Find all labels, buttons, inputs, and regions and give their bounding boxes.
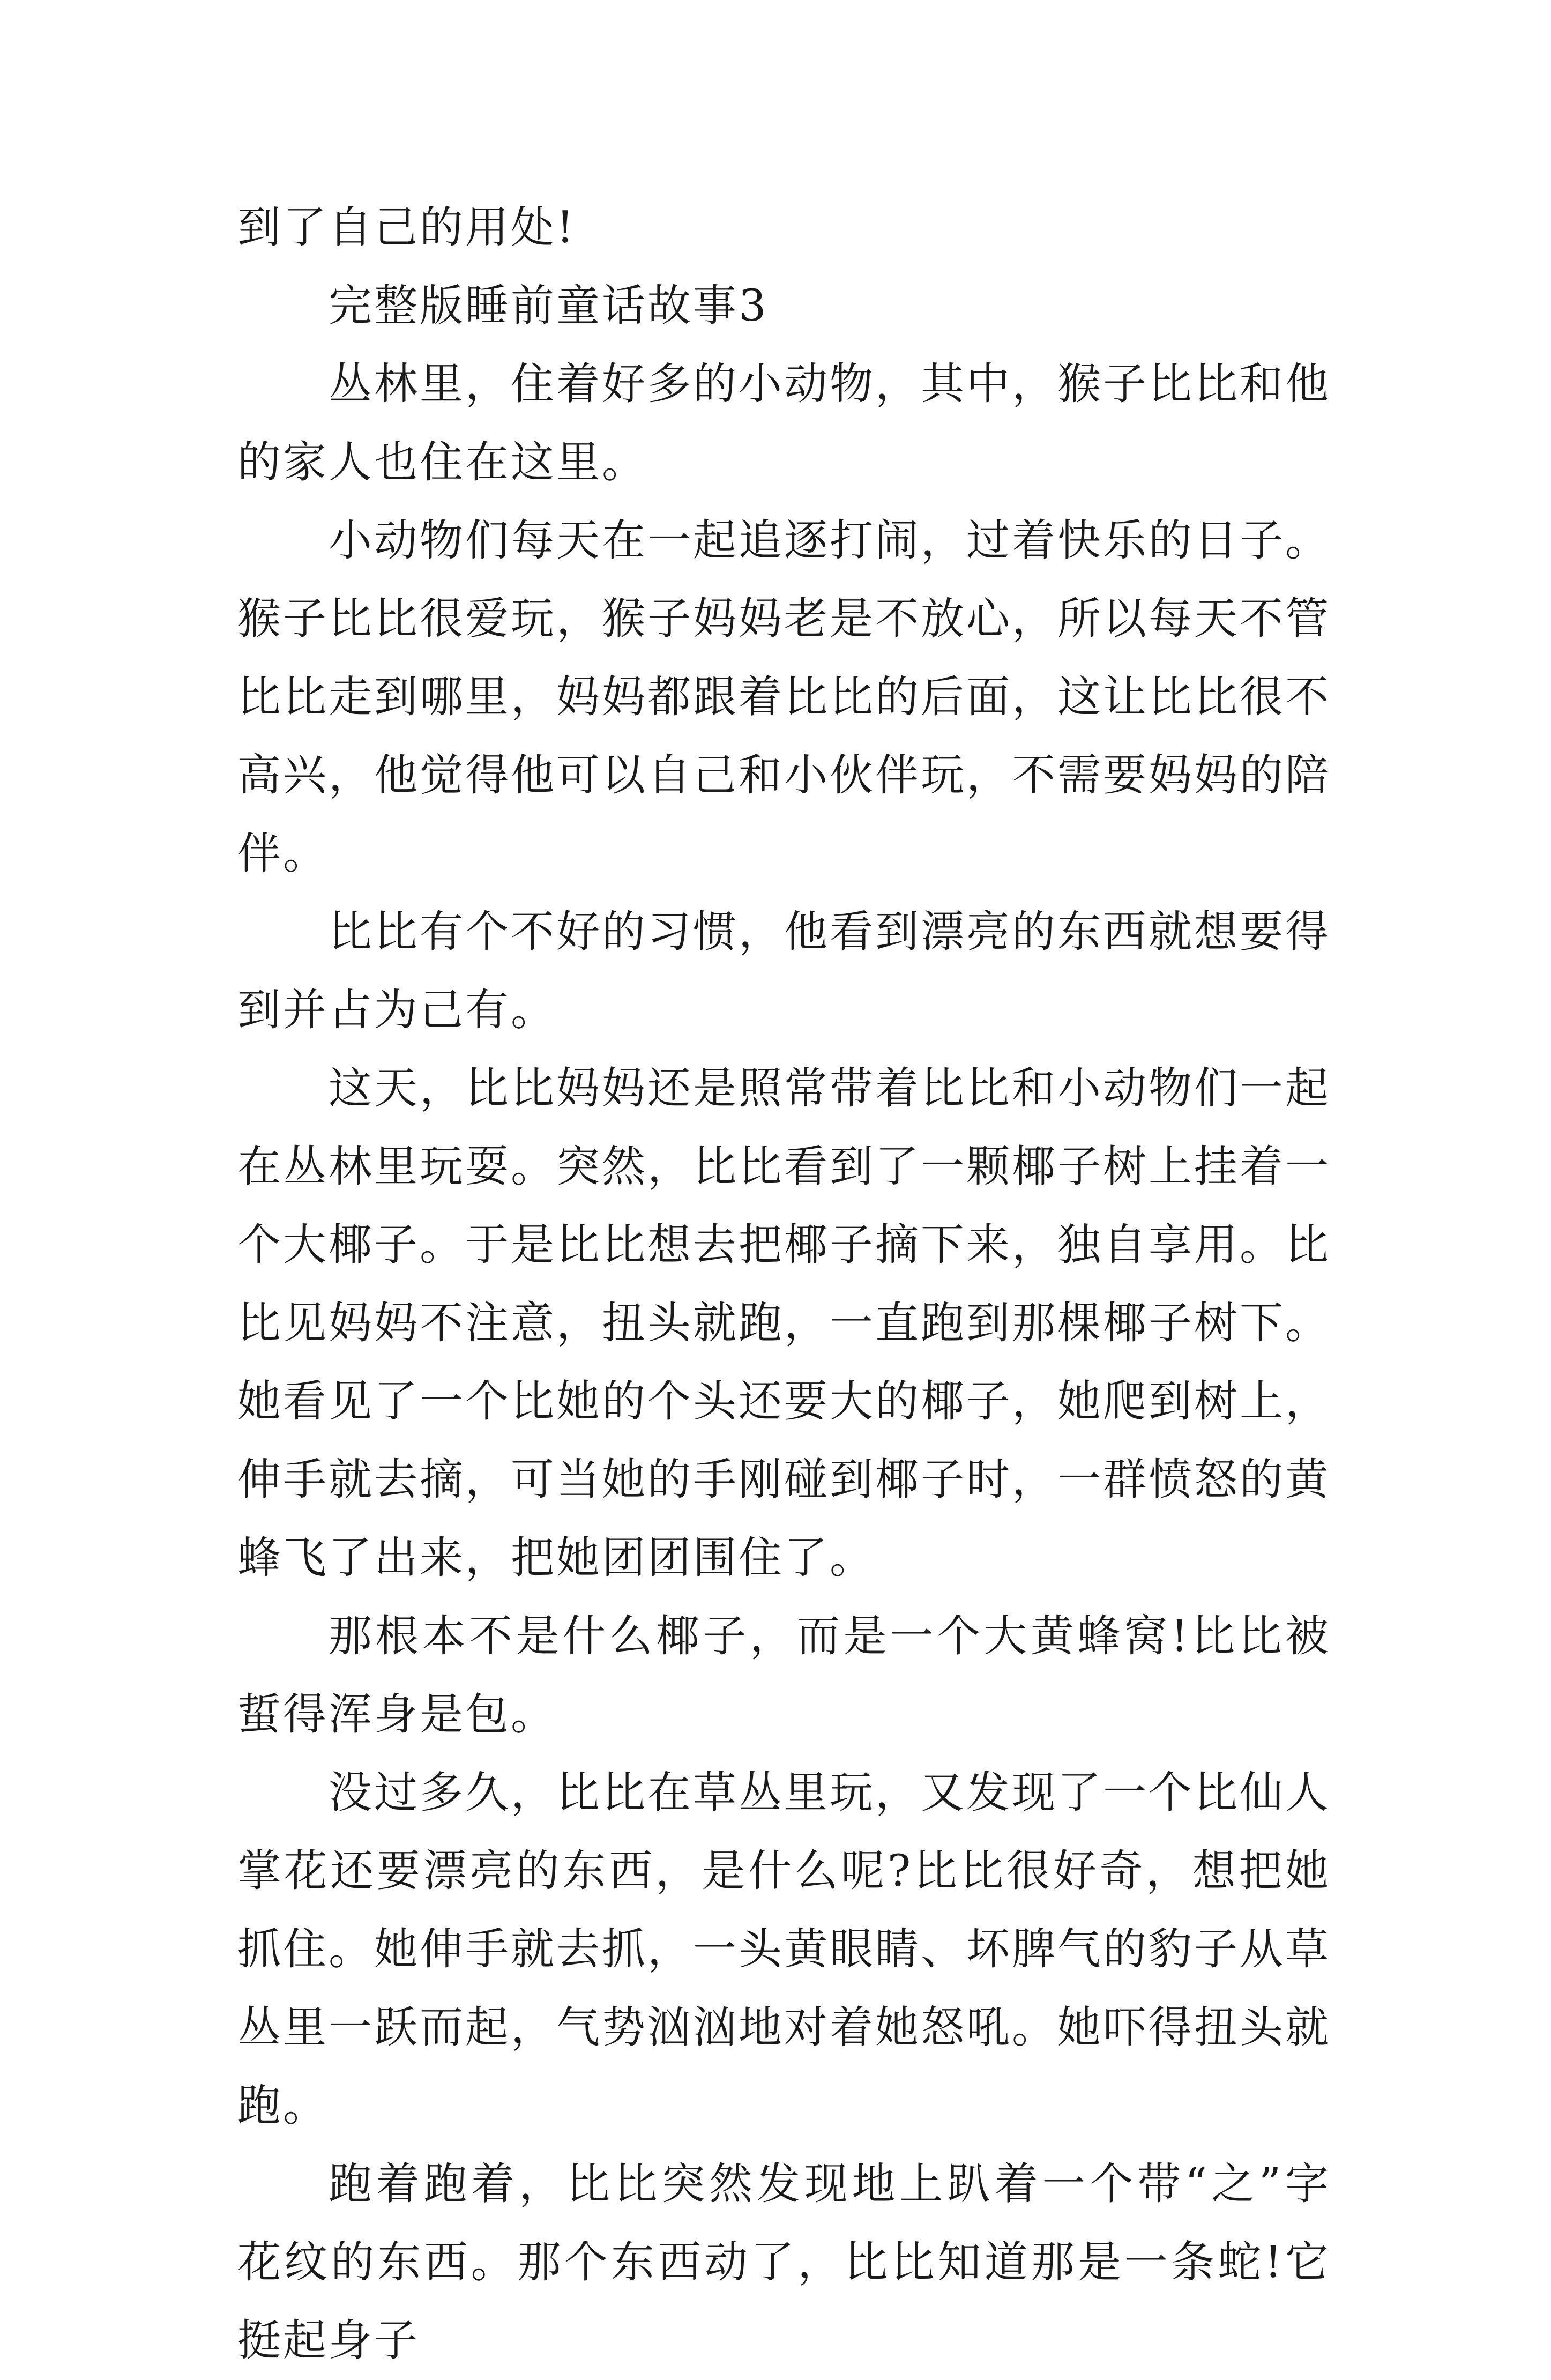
paragraph-8: 没过多久，比比在草丛里玩，又发现了一个比仙人掌花还要漂亮的东西，是什么呢?比比很好奇，想把她抓住。她伸手就去抓，一头黄眼睛、坏脾气的豹子从草丛里一跃而起，气势汹汹地对着她怒吼。她吓得扭头就跑。	[237, 1768, 1331, 2131]
paragraph-7: 那根本不是什么椰子，而是一个大黄蜂窝!比比被蜇得浑身是包。	[237, 1611, 1331, 1740]
paragraph-1: 到了自己的用处!	[237, 203, 576, 253]
paragraph-9: 跑着跑着，比比突然发现地上趴着一个带“之”字花纹的东西。那个东西动了，比比知道那是一条蛇!它挺起身子	[237, 2159, 1331, 2366]
paragraph-4: 小动物们每天在一起追逐打闹，过着快乐的日子。猴子比比很爱玩，猴子妈妈老是不放心，所以每天不管比比走到哪里，妈妈都跟着比比的后面，这让比比很不高兴，他觉得他可以自己和小伙伴玩，不需要妈妈的陪伴。	[237, 516, 1331, 879]
paragraph-3: 丛林里，住着好多的小动物，其中，猴子比比和他的家人也住在这里。	[237, 359, 1331, 488]
document-body	[237, 189, 1331, 2380]
paragraph-6: 这天，比比妈妈还是照常带着比比和小动物们一起在丛林里玩耍。突然，比比看到了一颗椰子树上挂着一个大椰子。于是比比想去把椰子摘下来，独自享用。比比见妈妈不注意，扭头就跑，一直跑到那棵椰子树下。她看见了一个比她的个头还要大的椰子，她爬到树上，伸手就去摘，可当她的手刚碰到椰子时，一群愤怒的黄蜂飞了出来，把她团团围住了。	[237, 1063, 1331, 1583]
paragraph-5: 比比有个不好的习惯，他看到漂亮的东西就想要得到并占为己有。	[237, 907, 1331, 1036]
story-title: 完整版睡前童话故事3	[329, 281, 769, 331]
